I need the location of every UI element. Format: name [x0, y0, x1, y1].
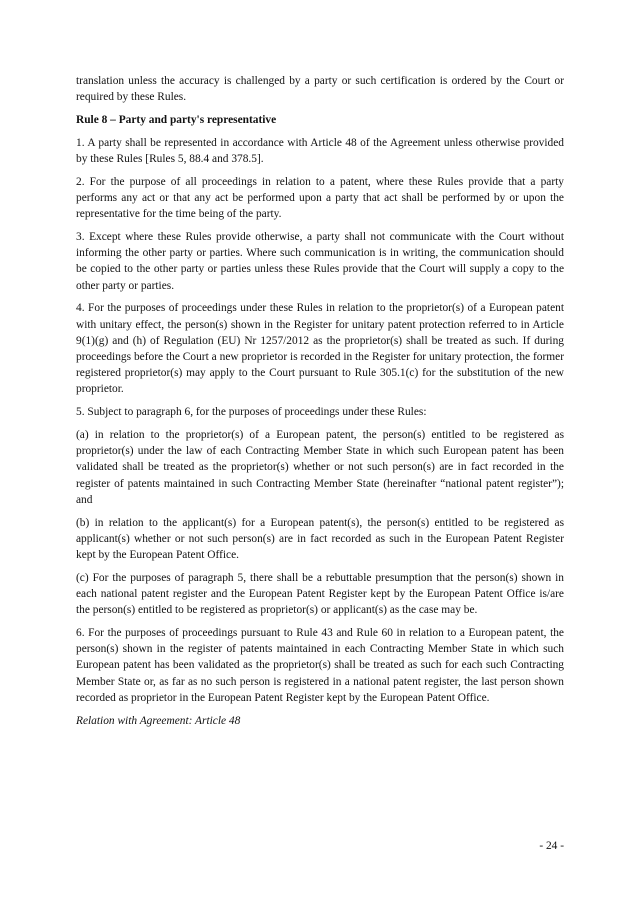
paragraph-1: 1. A party shall be represented in accordance with Article 48 of the Agreement unless otherwise provided by these Rules [Rules 5, 88.4 and 378.5].: [76, 136, 564, 165]
document-page: [76, 73, 564, 735]
paragraph-6: 6. For the purposes of proceedings pursuant to Rule 43 and Rule 60 in relation to a European patent, the person(s) shown in the register of patents maintained in each Contracting Member State in which such European patent has been validated as the proprietor(s) shall be treated as such for each such Contracting Member State or, as far as no such person is registered in a national patent register, the last person shown recorded as proprietor in the European Patent Register kept by the European Patent Office.: [76, 627, 564, 704]
paragraph-5c: (c) For the purposes of paragraph 5, there shall be a rebuttable presumption that the person(s) shown in each national patent register and the European Patent Register kept by the European Patent Office is/are the person(s) entitled to be registered as proprietor(s) or applicant(s) as the case may be.: [76, 571, 564, 617]
paragraph-3: 3. Except where these Rules provide otherwise, a party shall not communicate with the Court without informing the other party or parties. Where such communication is in writing, the communication should be copied to the other party or parties unless these Rules provide that the Court will supply a copy to the other party or parties.: [76, 231, 564, 292]
paragraph-5: 5. Subject to paragraph 6, for the purposes of proceedings under these Rules:: [76, 406, 427, 419]
paragraph-5b: (b) in relation to the applicant(s) for a European patent(s), the person(s) entitled to be registered as applicant(s) whether or not such person(s) are in fact recorded as such in the European Patent Register kept by the European Patent Office.: [76, 516, 564, 562]
rule-heading: Rule 8 – Party and party's representative: [76, 114, 277, 126]
page-number: - 24 -: [539, 840, 564, 852]
relation-with-agreement: Relation with Agreement: Article 48: [76, 714, 241, 727]
paragraph-2: 2. For the purpose of all proceedings in relation to a patent, where these Rules provide that a party performs any act or that any act be performed upon a party that act shall be performed by or upon the representative for the time being of the party.: [76, 175, 564, 221]
paragraph-4: 4. For the purposes of proceedings under these Rules in relation to the proprietor(s) of a European patent with unitary effect, the person(s) shown in the Register for unitary patent protection referred to in Article 9(1)(g) and (h) of Regulation (EU) Nr 1257/2012 as the proprietor(s) shall be treated as such. If during proceedings before the Court a new proprietor is recorded in the Register for unitary protection, the former registered proprietor(s) may apply to the Court pursuant to Rule 305.1(c) for the substitution of the new proprietor.: [76, 302, 564, 396]
continuation-paragraph: translation unless the accuracy is challenged by a party or such certification is ordered by the Court or required by these Rules.: [76, 75, 564, 104]
paragraph-5a: (a) in relation to the proprietor(s) of a European patent, the person(s) entitled to be registered as proprietor(s) under the law of each Contracting Member State in which such European patent has been validated shall be treated as the proprietor(s) whether or not such person(s) are in fact recorded in the register of patents maintained in such Contracting Member State (hereinafter “national patent register”); and: [76, 429, 564, 506]
